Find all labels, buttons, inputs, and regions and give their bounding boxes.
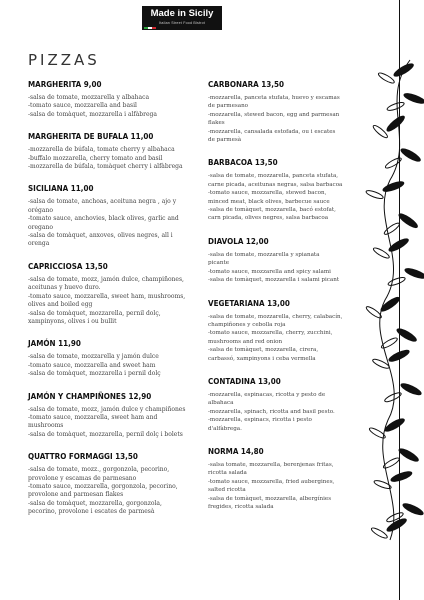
menu-item-description: carbassó, xampinyons i ceba vermella [208,355,316,362]
leaf-icon [397,212,419,230]
menu-item-description: -salsa de tomate, mozzarella y jamón dulce [28,353,159,361]
leaf-icon [404,267,424,281]
menu-item-title [28,339,206,349]
menu-item-description: albahaca [208,400,234,407]
menu-item [28,262,206,326]
menu-item-name: BARBACOA [208,158,253,168]
leaf-icon [370,526,388,540]
menu-item-description: -tomato sauce, anchovies, black olives, garlic and [28,215,179,223]
menu-item-description: ricotta salada [208,470,247,477]
menu-item-title [28,132,206,142]
menu-item [28,392,206,440]
menu-item-description: -salsa de tomate, mozz., gorgonzola, pecorino, [28,466,170,474]
menu-item-name: CONTADINA [208,376,256,386]
menu-item-price: 14,80 [238,446,264,456]
menu-item [28,80,206,119]
italian-flag-icon [144,27,156,29]
menu-item-description: -mozzarella, spinach, ricotta and basil pesto. [208,408,335,415]
menu-item-price: 12,90 [126,391,152,401]
leaf-icon [382,180,405,194]
menu-item-description: -salsa de tomàquet, mozzarella, gorgonzola, [28,499,162,507]
logo-title: Made in Sicily [150,8,214,19]
menu-item-description: -tomato sauce, mozzarella, fried aubergines, [208,478,335,485]
menu-item-name: NORMA [208,446,239,456]
menu-item-description: de parmesano [208,103,249,110]
menu-item-price: 13,00 [255,376,281,386]
leaf-icon [384,156,402,170]
menu-item-description: -buffalo mozzarella, cherry tomato and basil [28,154,163,162]
menu-column-left [28,80,206,530]
menu-item [28,132,206,171]
menu-item-description: -salsa de tomàquet, mozzarella i alfàbrega [28,110,157,118]
menu-item-name: JAMÓN Y CHAMPIÑONES [28,391,127,401]
menu-item-description: -mozzarella de búfala, tomàquet cherry i alfàbrega [28,163,183,171]
menu-item-description: -mozzarella, espinacs, ricotta i pesto [208,417,312,424]
menu-item-description: -salsa de tomate, mozz, jamón dulce, champiñones, [28,275,184,283]
menu-item-name: DIAVOLA [208,236,244,246]
menu-item-name: VEGETARIANA [208,298,265,308]
menu-item-name: CARBONARA [208,80,259,89]
leaf-icon [400,382,423,397]
menu-item-description: picante [208,260,229,267]
menu-item-title [28,392,206,402]
menu-item-description: carne picada, aceitunas negras, salsa barbacoa [208,181,343,188]
menu-item-description: -salsa de tomàquet, anxoves, olives negres, all i [28,232,173,240]
menu-item-price: 13,50 [112,452,138,462]
menu-item-description: -salsa de tomàquet, mozzarella, albergínies [208,495,332,502]
menu-item-description: -tomato sauce, mozzarella, stewed bacon, [208,190,327,197]
menu-item-description: -mozzarella, panceta stufata, huevo y escamas [208,95,340,101]
menu-item-description: oregano [28,223,53,231]
leaf-icon [377,71,395,85]
leaf-icon [402,502,424,517]
leaf-icon [384,391,403,403]
leaf-icon [373,479,392,490]
leaf-icon [396,327,418,344]
menu-item-description: -mozzarella, cansalada estofada, ou i escates [208,128,336,135]
menu-item-name: QUATTRO FORMAGGI [28,452,113,462]
menu-item-description: champiñones y cebolla roja [208,321,286,328]
menu-item-description: salted ricotta [208,487,246,494]
menu-item-description: -tomato sauce, mozzarella and sweet ham [28,361,156,369]
leaf-icon [384,417,406,434]
menu-item-description: -salsa de tomàquet, mozzarella, pernil dolç, [28,309,161,317]
menu-item-name: SICILIANA [28,184,69,194]
menu-item-description: -tomato sauce, mozzarella and spicy salami [208,268,331,275]
leaf-icon [400,147,422,164]
menu-item-description: -salsa de tomàquet, mozzarella, cirera, [208,347,319,354]
menu-item-description: carn picada, olives negres, salsa barbacoa [208,215,329,222]
leaf-icon [387,276,406,287]
olive-branch-icon [340,40,424,560]
menu-item-price: 12,00 [243,236,269,246]
leaf-icon [385,114,406,133]
menu-item-title [28,452,206,462]
leaf-icon [388,348,411,363]
menu-item-description: orégano [28,206,53,214]
leaf-icon [365,189,384,200]
menu-item-description: provolone y escamas de parmesano [28,474,137,482]
menu-item-description: mushrooms [28,422,64,430]
menu-item-description: fregides, ricotta salada [208,504,274,510]
menu-item [28,184,206,248]
menu-item-description: -tomato sauce, mozzarella, cherry, zucchini, [208,330,333,337]
menu-item-description: de parmesà [208,137,242,144]
menu-item-description: -salsa de tomate, mozz, jamón dulce y champiñones [28,405,186,413]
leaf-icon [393,62,415,79]
menu-item-description: -salsa de tomàquet, mozzarella i salami picant [208,277,340,284]
menu-item-description: -salsa tomate, mozzarella, berenjenas fritas, [208,461,334,468]
menu-item-description: olives and boiled egg [28,301,93,309]
menu-item-description: -salsa de tomate, mozzarella, cherry, calabacín, [208,313,343,320]
menu-item-price: 11,90 [55,339,81,349]
menu-item-description: -tomato sauce, mozzarella, gorgonzola, pecorino, [28,482,178,490]
leaf-icon [386,101,405,112]
menu-item-description: provolone and parmesan flakes [28,491,124,499]
menu-item-description: -salsa de tomàquet, mozzarella, bacó estofat, [208,207,336,214]
menu-item-description: -mozzarella, stewed bacon, egg and parmesan [208,111,340,118]
menu-item-description: orenga [28,240,50,248]
menu-item-description: -tomato sauce, mozzarella and basil [28,102,137,110]
menu-item-description: mushrooms and red onion [208,338,283,345]
menu-item-price: 11,00 [128,132,154,142]
menu-item-description: pecorino, provolone i escates de parmesà [28,508,155,516]
menu-item-description: -salsa de tomate, anchoas, aceituna negra , ajo y [28,198,177,206]
menu-item-description: -salsa de tomàquet, mozzarella i pernil dolç [28,370,161,378]
menu-item-description: -salsa de tomate, mozzarella y spianata [208,251,320,258]
leaf-icon [382,456,400,470]
menu-item-description: -mozzarella de búfala, tomate cherry y albahaca [28,146,175,154]
menu-item-price: 13,50 [258,80,284,89]
menu-item-title [28,184,206,194]
leaf-icon [372,124,389,140]
menu-item-description: -mozzarella, espinacas, ricotta y pesto de [208,391,326,398]
menu-item-name: JAMÓN [28,339,56,349]
menu-item-description: flakes [208,120,225,127]
menu-item-description: d'alfàbrega. [208,425,242,432]
section-heading: PIZZAS [28,51,100,69]
menu-item-name: CAPRICCIOSA [28,261,83,271]
menu-item-title [28,80,206,90]
leaf-icon [372,246,390,260]
logo-subtitle: Italian Street Food Bistrot [159,21,205,25]
menu-item-price: 11,00 [68,184,94,194]
menu-item-description: xampinyons, olives i ou bullit [28,317,117,325]
menu-item-price: 13,00 [264,298,290,308]
menu-item [28,452,206,516]
menu-item [28,339,206,378]
menu-item-title [28,262,206,272]
leaf-icon [398,447,420,464]
menu-item-price: 13,50 [252,158,278,168]
menu-item-price: 9,00 [81,80,102,89]
leaf-icon [403,92,424,106]
menu-item-description: -salsa de tomàquet, mozzarella, pernil dolç i bolets [28,430,183,438]
menu-item-name: MARGHERITA DE BUFALA [28,132,129,142]
menu-item-description: -tomato sauce, mozzarella, sweet ham and [28,413,158,421]
menu-item-description: -salsa de tomate, mozzarella, panceta stufata, [208,173,339,180]
leaf-icon [390,470,413,484]
menu-item-name: MARGHERITA [28,80,82,89]
brand-logo [142,6,222,30]
menu-item-price: 13,50 [82,261,108,271]
menu-item-description: -salsa de tomate, mozzarella y albahaca [28,94,150,101]
menu-item-description: minced meat, black olives, barbecue sauce [208,198,330,205]
menu-item-description: -tomato sauce, mozzarella, sweet ham, mushrooms, [28,292,186,300]
menu-item-description: aceitunas y huevo duro. [28,284,101,292]
